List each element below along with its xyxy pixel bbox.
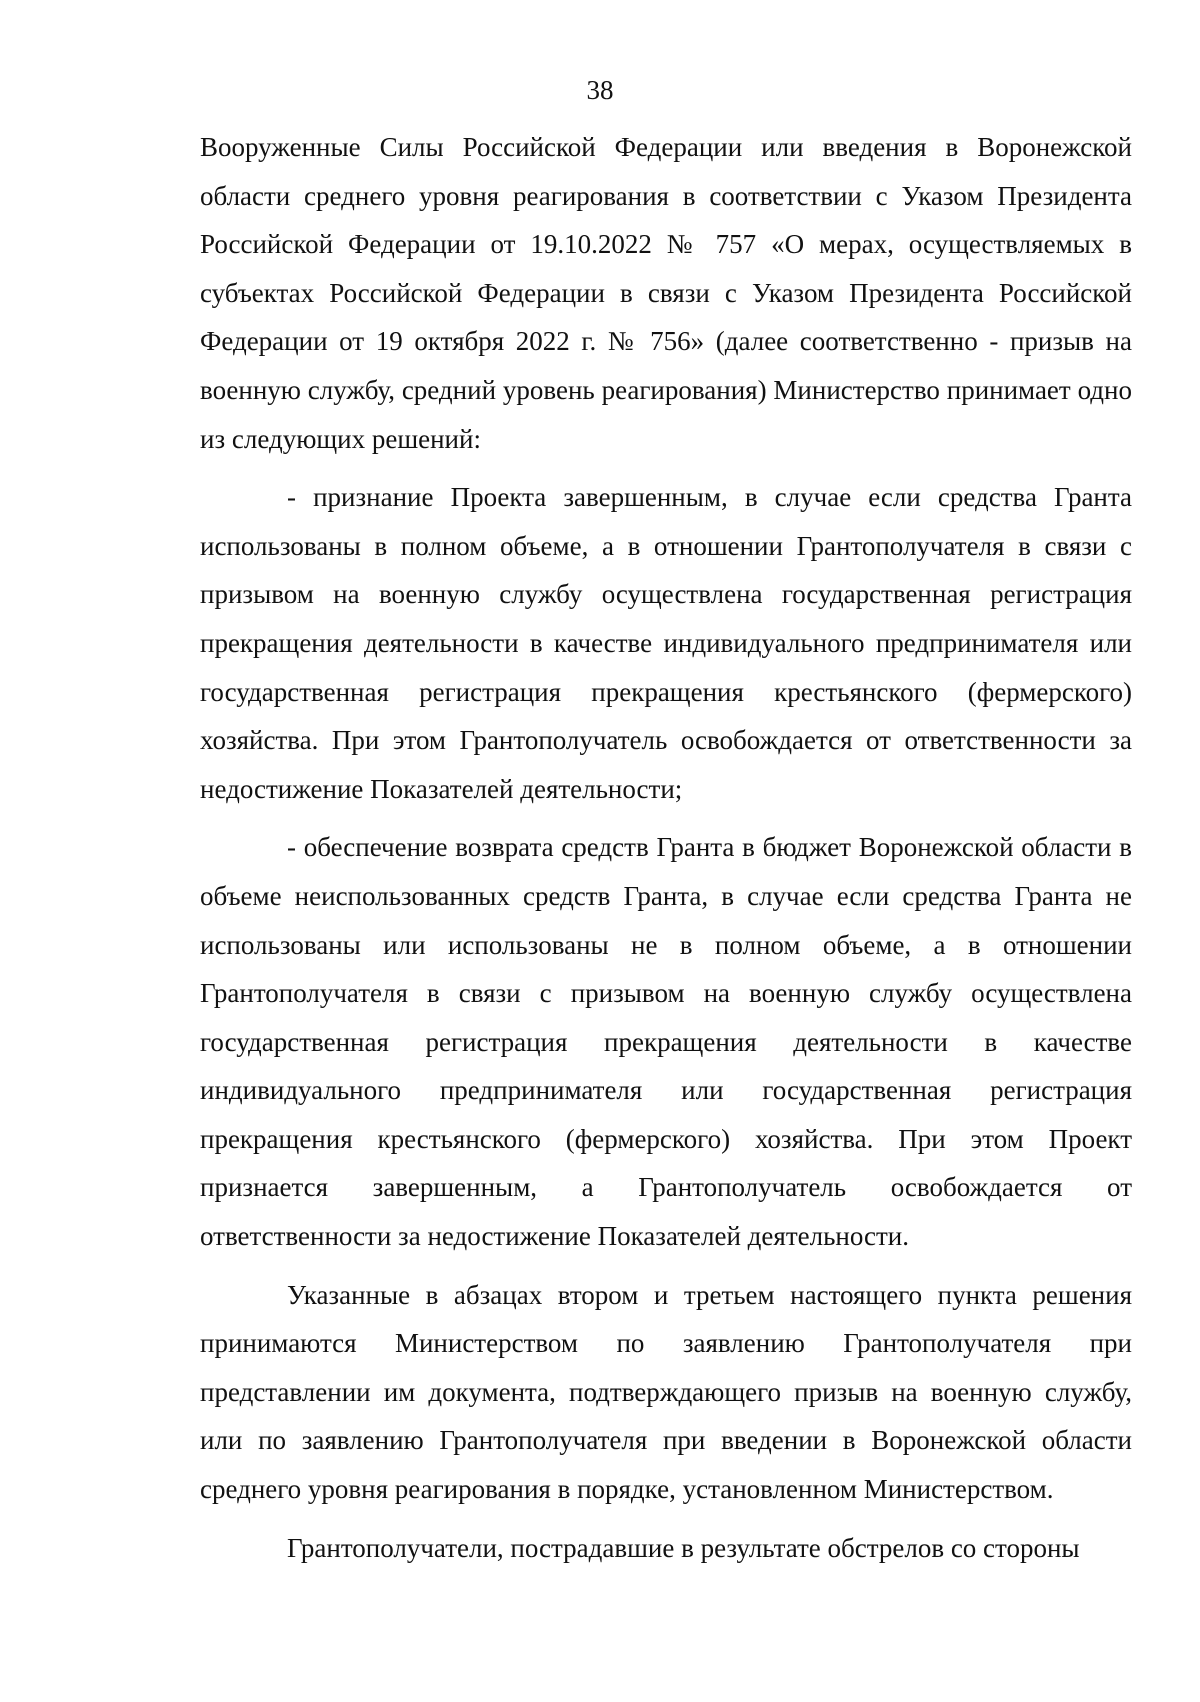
document-body bbox=[200, 123, 1132, 1572]
paragraph-decision-grant-return: - обеспечение возврата средств Гранта в бюджет Воронежской области в объеме неиспользованных средств Гранта, в случае если средства Гранта не использованы или использованы не в полном объеме, а в отношении Грантополучателя в связи с призывом на военную службу осуществлена государственная регистрация прекращения деятельности в качестве индивидуального предпринимателя или государственная регистрация прекращения крестьянского (фермерского) хозяйства. При этом Проект признается завершенным, а Грантополучатель освобождается от ответственности за недостижение Показателей деятельности. bbox=[200, 832, 1132, 1252]
paragraph-continuation: Вооруженные Силы Российской Федерации или введения в Воронежской области среднего уровня реагирования в соответствии с Указом Президента Российской Федерации от 19.10.2022 № 757 «О мерах, осуществляемых в субъектах Российской Федерации в связи с Указом Президента Российской Федерации от 19 октября 2022 г. № 756» (далее соответственно - призыв на военную службу, средний уровень реагирования) Министерство принимает одно из следующих решений: bbox=[200, 132, 1132, 454]
page-number: 38 bbox=[586, 75, 614, 105]
paragraph-decision-procedure: Указанные в абзацах втором и третьем настоящего пункта решения принимаются Министерством по заявлению Грантополучателя при представлении им документа, подтверждающего призыв на военную службу, или по заявлению Грантополучателя при введении в Воронежской области среднего уровня реагирования в порядке, установленном Министерством. bbox=[200, 1279, 1132, 1505]
paragraph-shelling-victims: Грантополучатели, пострадавшие в результате обстрелов со стороны bbox=[287, 1532, 1080, 1563]
paragraph-decision-project-completed: - признание Проекта завершенным, в случае если средства Гранта использованы в полном объеме, а в отношении Грантополучателя в связи с призывом на военную службу осуществлена государственная регистрация прекращения деятельности в качестве индивидуального предпринимателя или государственная регистрация прекращения крестьянского (фермерского) хозяйства. При этом Грантополучатель освобождается от ответственности за недостижение Показателей деятельности; bbox=[200, 482, 1132, 804]
